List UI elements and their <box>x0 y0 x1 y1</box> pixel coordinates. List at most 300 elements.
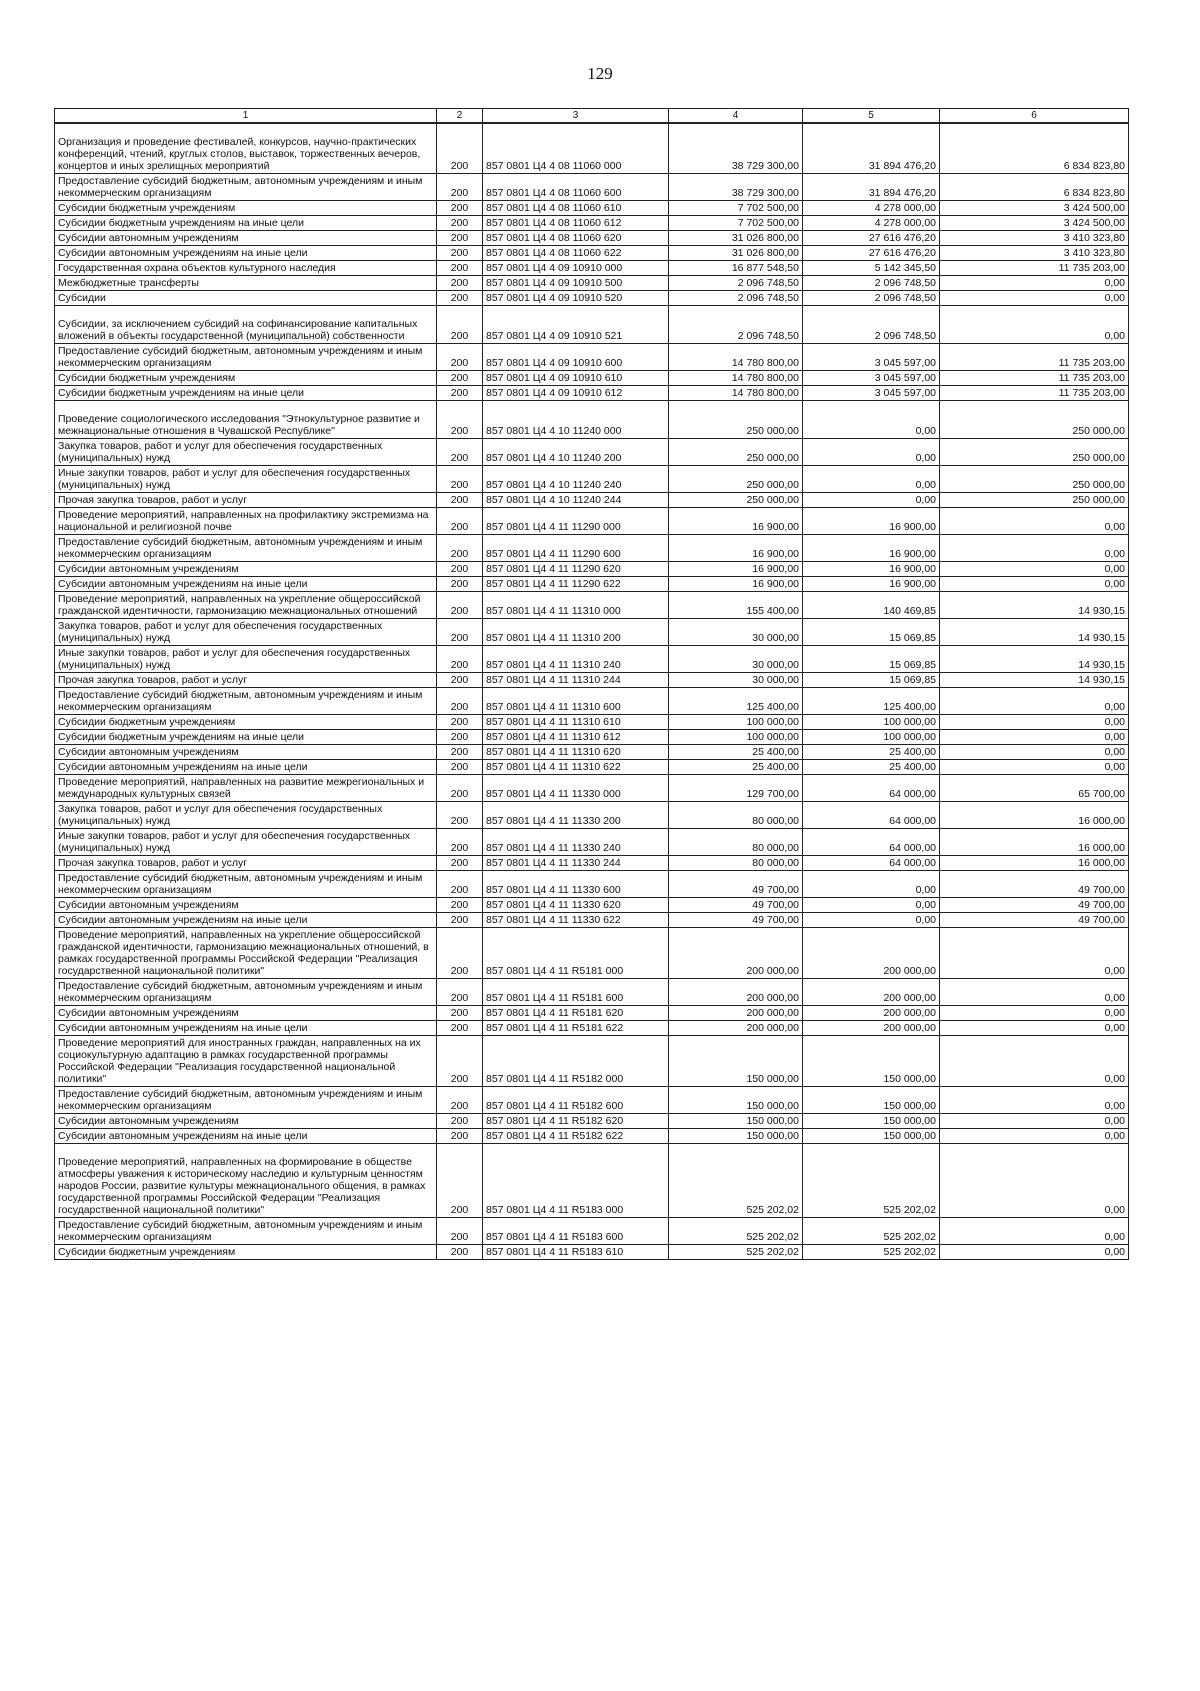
row-budget-code: 857 0801 Ц4 4 11 11310 000 <box>483 592 669 619</box>
row-remaining-amount: 0,00 <box>940 1021 1129 1036</box>
row-group-code: 200 <box>437 439 483 466</box>
row-group-code: 200 <box>437 928 483 979</box>
row-budget-code: 857 0801 Ц4 4 09 10910 500 <box>483 276 669 291</box>
row-budget-code: 857 0801 Ц4 4 11 R5181 600 <box>483 979 669 1006</box>
table-row <box>55 439 1129 466</box>
row-planned-amount: 31 026 800,00 <box>669 231 803 246</box>
row-budget-code: 857 0801 Ц4 4 11 11330 200 <box>483 802 669 829</box>
row-budget-code: 857 0801 Ц4 4 11 11290 620 <box>483 562 669 577</box>
row-budget-code: 857 0801 Ц4 4 11 11330 244 <box>483 856 669 871</box>
row-budget-code: 857 0801 Ц4 4 11 11310 620 <box>483 745 669 760</box>
row-description: Субсидии автономным учреждениям на иные цели <box>55 760 437 775</box>
row-description: Предоставление субсидий бюджетным, автономным учреждениям и иным некоммерческим организациям <box>55 344 437 371</box>
row-executed-amount: 200 000,00 <box>803 979 940 1006</box>
row-planned-amount: 2 096 748,50 <box>669 291 803 306</box>
row-remaining-amount: 0,00 <box>940 1129 1129 1144</box>
row-group-code: 200 <box>437 1087 483 1114</box>
header-col-2: 2 <box>437 109 483 124</box>
row-description: Предоставление субсидий бюджетным, автономным учреждениям и иным некоммерческим организациям <box>55 979 437 1006</box>
row-description: Проведение мероприятий, направленных на развитие межрегиональных и международных культурных связей <box>55 775 437 802</box>
row-planned-amount: 14 780 800,00 <box>669 344 803 371</box>
row-remaining-amount: 0,00 <box>940 730 1129 745</box>
row-planned-amount: 16 900,00 <box>669 577 803 592</box>
row-group-code: 200 <box>437 276 483 291</box>
row-remaining-amount: 0,00 <box>940 1114 1129 1129</box>
row-budget-code: 857 0801 Ц4 4 11 11310 240 <box>483 646 669 673</box>
row-remaining-amount: 14 930,15 <box>940 619 1129 646</box>
table-row <box>55 913 1129 928</box>
table-row <box>55 1245 1129 1260</box>
row-executed-amount: 0,00 <box>803 401 940 439</box>
row-planned-amount: 2 096 748,50 <box>669 276 803 291</box>
row-remaining-amount: 0,00 <box>940 688 1129 715</box>
table-row <box>55 535 1129 562</box>
row-group-code: 200 <box>437 1144 483 1218</box>
table-row <box>55 730 1129 745</box>
row-group-code: 200 <box>437 619 483 646</box>
row-planned-amount: 250 000,00 <box>669 466 803 493</box>
row-group-code: 200 <box>437 535 483 562</box>
row-description: Иные закупки товаров, работ и услуг для обеспечения государственных (муниципальных) нужд <box>55 829 437 856</box>
row-budget-code: 857 0801 Ц4 4 11 11330 620 <box>483 898 669 913</box>
row-remaining-amount: 49 700,00 <box>940 913 1129 928</box>
row-group-code: 200 <box>437 261 483 276</box>
row-executed-amount: 2 096 748,50 <box>803 306 940 344</box>
row-planned-amount: 25 400,00 <box>669 760 803 775</box>
row-budget-code: 857 0801 Ц4 4 09 10910 610 <box>483 371 669 386</box>
row-planned-amount: 150 000,00 <box>669 1087 803 1114</box>
row-planned-amount: 100 000,00 <box>669 715 803 730</box>
row-group-code: 200 <box>437 715 483 730</box>
row-budget-code: 857 0801 Ц4 4 11 11310 610 <box>483 715 669 730</box>
row-remaining-amount: 65 700,00 <box>940 775 1129 802</box>
row-planned-amount: 150 000,00 <box>669 1129 803 1144</box>
row-planned-amount: 200 000,00 <box>669 979 803 1006</box>
row-group-code: 200 <box>437 216 483 231</box>
row-group-code: 200 <box>437 1114 483 1129</box>
table-row <box>55 306 1129 344</box>
row-planned-amount: 125 400,00 <box>669 688 803 715</box>
row-group-code: 200 <box>437 1218 483 1245</box>
row-planned-amount: 49 700,00 <box>669 898 803 913</box>
row-description: Проведение мероприятий, направленных на укрепление общероссийской гражданской идентичности, гармонизацию межнациональных отношений <box>55 592 437 619</box>
row-budget-code: 857 0801 Ц4 4 08 11060 620 <box>483 231 669 246</box>
row-description: Субсидии автономным учреждениям <box>55 562 437 577</box>
row-executed-amount: 31 894 476,20 <box>803 123 940 174</box>
table-row <box>55 508 1129 535</box>
row-description: Прочая закупка товаров, работ и услуг <box>55 673 437 688</box>
row-description: Организация и проведение фестивалей, конкурсов, научно-практических конференций, чтений, круглых столов, выставок, торжественных вечеров, концертов и иных зрелищных мероприятий <box>55 123 437 174</box>
row-group-code: 200 <box>437 898 483 913</box>
row-budget-code: 857 0801 Ц4 4 08 11060 610 <box>483 201 669 216</box>
header-col-3: 3 <box>483 109 669 124</box>
row-description: Предоставление субсидий бюджетным, автономным учреждениям и иным некоммерческим организациям <box>55 174 437 201</box>
row-executed-amount: 4 278 000,00 <box>803 216 940 231</box>
row-budget-code: 857 0801 Ц4 4 11 11290 600 <box>483 535 669 562</box>
row-remaining-amount: 11 735 203,00 <box>940 344 1129 371</box>
row-description: Субсидии, за исключением субсидий на софинансирование капитальных вложений в объекты государственной (муниципальной) собственности <box>55 306 437 344</box>
row-remaining-amount: 0,00 <box>940 291 1129 306</box>
row-planned-amount: 31 026 800,00 <box>669 246 803 261</box>
row-executed-amount: 5 142 345,50 <box>803 261 940 276</box>
table-row <box>55 979 1129 1006</box>
row-executed-amount: 3 045 597,00 <box>803 344 940 371</box>
row-group-code: 200 <box>437 1036 483 1087</box>
row-remaining-amount: 11 735 203,00 <box>940 371 1129 386</box>
row-executed-amount: 25 400,00 <box>803 760 940 775</box>
row-budget-code: 857 0801 Ц4 4 11 R5181 000 <box>483 928 669 979</box>
row-description: Субсидии бюджетным учреждениям на иные цели <box>55 730 437 745</box>
row-executed-amount: 525 202,02 <box>803 1245 940 1260</box>
row-budget-code: 857 0801 Ц4 4 11 11310 622 <box>483 760 669 775</box>
row-planned-amount: 200 000,00 <box>669 1021 803 1036</box>
table-body <box>55 123 1129 1260</box>
row-executed-amount: 200 000,00 <box>803 1006 940 1021</box>
table-row <box>55 1129 1129 1144</box>
table-row <box>55 466 1129 493</box>
row-executed-amount: 100 000,00 <box>803 715 940 730</box>
row-remaining-amount: 6 834 823,80 <box>940 174 1129 201</box>
row-executed-amount: 4 278 000,00 <box>803 201 940 216</box>
row-remaining-amount: 3 424 500,00 <box>940 216 1129 231</box>
row-executed-amount: 0,00 <box>803 913 940 928</box>
row-executed-amount: 200 000,00 <box>803 1021 940 1036</box>
header-col-1: 1 <box>55 109 437 124</box>
row-planned-amount: 525 202,02 <box>669 1144 803 1218</box>
row-executed-amount: 27 616 476,20 <box>803 246 940 261</box>
row-planned-amount: 155 400,00 <box>669 592 803 619</box>
row-remaining-amount: 0,00 <box>940 306 1129 344</box>
row-budget-code: 857 0801 Ц4 4 11 R5182 600 <box>483 1087 669 1114</box>
row-executed-amount: 150 000,00 <box>803 1114 940 1129</box>
table-row <box>55 745 1129 760</box>
row-executed-amount: 2 096 748,50 <box>803 276 940 291</box>
table-header-row <box>55 109 1129 124</box>
row-planned-amount: 38 729 300,00 <box>669 174 803 201</box>
row-budget-code: 857 0801 Ц4 4 09 10910 521 <box>483 306 669 344</box>
row-description: Субсидии автономным учреждениям на иные цели <box>55 1021 437 1036</box>
table-row <box>55 592 1129 619</box>
table-row <box>55 760 1129 775</box>
row-remaining-amount: 0,00 <box>940 276 1129 291</box>
row-description: Субсидии автономным учреждениям <box>55 1114 437 1129</box>
row-description: Субсидии автономным учреждениям на иные цели <box>55 913 437 928</box>
row-remaining-amount: 0,00 <box>940 1006 1129 1021</box>
row-description: Субсидии <box>55 291 437 306</box>
row-group-code: 200 <box>437 1245 483 1260</box>
row-remaining-amount: 11 735 203,00 <box>940 261 1129 276</box>
row-remaining-amount: 250 000,00 <box>940 401 1129 439</box>
row-executed-amount: 16 900,00 <box>803 577 940 592</box>
row-description: Закупка товаров, работ и услуг для обеспечения государственных (муниципальных) нужд <box>55 802 437 829</box>
row-group-code: 200 <box>437 401 483 439</box>
row-planned-amount: 16 900,00 <box>669 508 803 535</box>
table-row <box>55 871 1129 898</box>
row-planned-amount: 80 000,00 <box>669 802 803 829</box>
row-budget-code: 857 0801 Ц4 4 08 11060 000 <box>483 123 669 174</box>
table-row <box>55 928 1129 979</box>
table-row <box>55 1006 1129 1021</box>
row-executed-amount: 0,00 <box>803 871 940 898</box>
row-remaining-amount: 14 930,15 <box>940 592 1129 619</box>
row-budget-code: 857 0801 Ц4 4 11 11330 000 <box>483 775 669 802</box>
row-group-code: 200 <box>437 1006 483 1021</box>
table-row <box>55 291 1129 306</box>
row-budget-code: 857 0801 Ц4 4 11 11330 600 <box>483 871 669 898</box>
row-executed-amount: 15 069,85 <box>803 619 940 646</box>
row-budget-code: 857 0801 Ц4 4 11 11290 622 <box>483 577 669 592</box>
row-description: Субсидии автономным учреждениям <box>55 1006 437 1021</box>
row-remaining-amount: 49 700,00 <box>940 871 1129 898</box>
row-description: Субсидии бюджетным учреждениям <box>55 715 437 730</box>
row-planned-amount: 80 000,00 <box>669 856 803 871</box>
row-planned-amount: 250 000,00 <box>669 401 803 439</box>
row-remaining-amount: 0,00 <box>940 535 1129 562</box>
row-group-code: 200 <box>437 1021 483 1036</box>
row-remaining-amount: 3 410 323,80 <box>940 246 1129 261</box>
row-description: Субсидии бюджетным учреждениям <box>55 1245 437 1260</box>
row-planned-amount: 30 000,00 <box>669 646 803 673</box>
row-group-code: 200 <box>437 562 483 577</box>
row-description: Предоставление субсидий бюджетным, автономным учреждениям и иным некоммерческим организациям <box>55 688 437 715</box>
row-remaining-amount: 3 424 500,00 <box>940 201 1129 216</box>
row-executed-amount: 31 894 476,20 <box>803 174 940 201</box>
row-executed-amount: 64 000,00 <box>803 802 940 829</box>
row-group-code: 200 <box>437 577 483 592</box>
row-budget-code: 857 0801 Ц4 4 11 R5181 622 <box>483 1021 669 1036</box>
row-group-code: 200 <box>437 673 483 688</box>
row-executed-amount: 140 469,85 <box>803 592 940 619</box>
row-group-code: 200 <box>437 688 483 715</box>
table-row <box>55 646 1129 673</box>
row-planned-amount: 7 702 500,00 <box>669 201 803 216</box>
row-budget-code: 857 0801 Ц4 4 08 11060 622 <box>483 246 669 261</box>
row-remaining-amount: 0,00 <box>940 979 1129 1006</box>
row-budget-code: 857 0801 Ц4 4 09 10910 612 <box>483 386 669 401</box>
row-planned-amount: 250 000,00 <box>669 439 803 466</box>
row-group-code: 200 <box>437 913 483 928</box>
row-executed-amount: 150 000,00 <box>803 1087 940 1114</box>
row-remaining-amount: 16 000,00 <box>940 802 1129 829</box>
row-budget-code: 857 0801 Ц4 4 11 11310 612 <box>483 730 669 745</box>
table-row <box>55 231 1129 246</box>
row-remaining-amount: 14 930,15 <box>940 673 1129 688</box>
row-planned-amount: 525 202,02 <box>669 1245 803 1260</box>
row-remaining-amount: 0,00 <box>940 1144 1129 1218</box>
row-executed-amount: 100 000,00 <box>803 730 940 745</box>
row-remaining-amount: 6 834 823,80 <box>940 123 1129 174</box>
row-description: Субсидии автономным учреждениям на иные цели <box>55 1129 437 1144</box>
row-budget-code: 857 0801 Ц4 4 09 10910 600 <box>483 344 669 371</box>
table-row <box>55 401 1129 439</box>
row-description: Проведение мероприятий, направленных на профилактику экстремизма на национальной и религиозной почве <box>55 508 437 535</box>
row-executed-amount: 3 045 597,00 <box>803 386 940 401</box>
row-planned-amount: 250 000,00 <box>669 493 803 508</box>
row-budget-code: 857 0801 Ц4 4 11 11290 000 <box>483 508 669 535</box>
row-planned-amount: 49 700,00 <box>669 871 803 898</box>
row-remaining-amount: 16 000,00 <box>940 829 1129 856</box>
row-planned-amount: 38 729 300,00 <box>669 123 803 174</box>
row-group-code: 200 <box>437 246 483 261</box>
row-group-code: 200 <box>437 730 483 745</box>
row-executed-amount: 16 900,00 <box>803 562 940 577</box>
table-row <box>55 174 1129 201</box>
row-group-code: 200 <box>437 775 483 802</box>
row-description: Субсидии автономным учреждениям <box>55 898 437 913</box>
row-planned-amount: 200 000,00 <box>669 928 803 979</box>
row-budget-code: 857 0801 Ц4 4 11 R5182 622 <box>483 1129 669 1144</box>
row-executed-amount: 150 000,00 <box>803 1036 940 1087</box>
page-number: 129 <box>587 64 613 83</box>
row-group-code: 200 <box>437 291 483 306</box>
row-group-code: 200 <box>437 592 483 619</box>
row-remaining-amount: 3 410 323,80 <box>940 231 1129 246</box>
row-description: Субсидии автономным учреждениям <box>55 745 437 760</box>
row-executed-amount: 200 000,00 <box>803 928 940 979</box>
row-remaining-amount: 0,00 <box>940 508 1129 535</box>
table-row <box>55 276 1129 291</box>
row-description: Межбюджетные трансферты <box>55 276 437 291</box>
row-planned-amount: 49 700,00 <box>669 913 803 928</box>
row-budget-code: 857 0801 Ц4 4 09 10910 000 <box>483 261 669 276</box>
row-executed-amount: 3 045 597,00 <box>803 371 940 386</box>
row-budget-code: 857 0801 Ц4 4 08 11060 600 <box>483 174 669 201</box>
row-remaining-amount: 0,00 <box>940 1087 1129 1114</box>
row-budget-code: 857 0801 Ц4 4 11 R5182 620 <box>483 1114 669 1129</box>
table-row <box>55 1218 1129 1245</box>
table-row <box>55 775 1129 802</box>
table-row <box>55 344 1129 371</box>
row-description: Государственная охрана объектов культурного наследия <box>55 261 437 276</box>
row-budget-code: 857 0801 Ц4 4 10 11240 000 <box>483 401 669 439</box>
row-remaining-amount: 0,00 <box>940 928 1129 979</box>
row-budget-code: 857 0801 Ц4 4 11 11310 600 <box>483 688 669 715</box>
row-executed-amount: 0,00 <box>803 898 940 913</box>
header-col-4: 4 <box>669 109 803 124</box>
row-executed-amount: 64 000,00 <box>803 829 940 856</box>
row-budget-code: 857 0801 Ц4 4 10 11240 240 <box>483 466 669 493</box>
row-planned-amount: 30 000,00 <box>669 673 803 688</box>
table-row <box>55 1036 1129 1087</box>
row-description: Проведение социологического исследования "Этнокультурное развитие и межнациональные отношения в Чувашской Республике" <box>55 401 437 439</box>
row-remaining-amount: 0,00 <box>940 745 1129 760</box>
row-description: Прочая закупка товаров, работ и услуг <box>55 493 437 508</box>
row-planned-amount: 30 000,00 <box>669 619 803 646</box>
table-row <box>55 1021 1129 1036</box>
row-remaining-amount: 0,00 <box>940 577 1129 592</box>
table-row <box>55 562 1129 577</box>
row-remaining-amount: 0,00 <box>940 715 1129 730</box>
row-group-code: 200 <box>437 123 483 174</box>
row-remaining-amount: 0,00 <box>940 760 1129 775</box>
row-executed-amount: 125 400,00 <box>803 688 940 715</box>
row-description: Субсидии автономным учреждениям на иные цели <box>55 246 437 261</box>
row-remaining-amount: 0,00 <box>940 562 1129 577</box>
row-planned-amount: 16 877 548,50 <box>669 261 803 276</box>
row-description: Проведение мероприятий, направленных на формирование в обществе атмосферы уважения к историческому наследию и культурным ценностям народов России, развитие культуры межнационального общения, в рамках государственной программы Российской Федерации "Реализация государственной национальной политики" <box>55 1144 437 1218</box>
row-executed-amount: 150 000,00 <box>803 1129 940 1144</box>
row-group-code: 200 <box>437 508 483 535</box>
row-planned-amount: 2 096 748,50 <box>669 306 803 344</box>
table-row <box>55 371 1129 386</box>
row-remaining-amount: 250 000,00 <box>940 466 1129 493</box>
row-group-code: 200 <box>437 344 483 371</box>
row-description: Прочая закупка товаров, работ и услуг <box>55 856 437 871</box>
row-executed-amount: 0,00 <box>803 439 940 466</box>
row-budget-code: 857 0801 Ц4 4 09 10910 520 <box>483 291 669 306</box>
row-description: Иные закупки товаров, работ и услуг для обеспечения государственных (муниципальных) нужд <box>55 466 437 493</box>
table-row <box>55 123 1129 174</box>
row-description: Закупка товаров, работ и услуг для обеспечения государственных (муниципальных) нужд <box>55 439 437 466</box>
row-group-code: 200 <box>437 646 483 673</box>
row-budget-code: 857 0801 Ц4 4 11 R5181 620 <box>483 1006 669 1021</box>
table-row <box>55 673 1129 688</box>
row-executed-amount: 0,00 <box>803 466 940 493</box>
row-group-code: 200 <box>437 802 483 829</box>
row-executed-amount: 525 202,02 <box>803 1218 940 1245</box>
table-row <box>55 898 1129 913</box>
row-description: Субсидии бюджетным учреждениям на иные цели <box>55 386 437 401</box>
table-row <box>55 715 1129 730</box>
row-executed-amount: 16 900,00 <box>803 535 940 562</box>
row-planned-amount: 80 000,00 <box>669 829 803 856</box>
table-row <box>55 493 1129 508</box>
table-row <box>55 1087 1129 1114</box>
row-group-code: 200 <box>437 745 483 760</box>
row-budget-code: 857 0801 Ц4 4 11 11330 622 <box>483 913 669 928</box>
row-group-code: 200 <box>437 466 483 493</box>
row-remaining-amount: 16 000,00 <box>940 856 1129 871</box>
table-row <box>55 261 1129 276</box>
row-remaining-amount: 14 930,15 <box>940 646 1129 673</box>
row-planned-amount: 16 900,00 <box>669 562 803 577</box>
row-group-code: 200 <box>437 386 483 401</box>
row-remaining-amount: 0,00 <box>940 1245 1129 1260</box>
row-executed-amount: 15 069,85 <box>803 673 940 688</box>
row-remaining-amount: 11 735 203,00 <box>940 386 1129 401</box>
row-executed-amount: 27 616 476,20 <box>803 231 940 246</box>
row-description: Закупка товаров, работ и услуг для обеспечения государственных (муниципальных) нужд <box>55 619 437 646</box>
row-description: Субсидии бюджетным учреждениям <box>55 201 437 216</box>
table-row <box>55 246 1129 261</box>
row-group-code: 200 <box>437 979 483 1006</box>
row-group-code: 200 <box>437 1129 483 1144</box>
row-planned-amount: 14 780 800,00 <box>669 386 803 401</box>
row-executed-amount: 2 096 748,50 <box>803 291 940 306</box>
row-executed-amount: 64 000,00 <box>803 856 940 871</box>
row-remaining-amount: 0,00 <box>940 1036 1129 1087</box>
row-budget-code: 857 0801 Ц4 4 11 R5183 600 <box>483 1218 669 1245</box>
row-description: Проведение мероприятий, направленных на укрепление общероссийской гражданской идентичности, гармонизацию межнациональных отношений, в рамках государственной программы Российской Федерации "Реализация государственной национальной политики" <box>55 928 437 979</box>
row-budget-code: 857 0801 Ц4 4 11 R5183 610 <box>483 1245 669 1260</box>
table-row <box>55 216 1129 231</box>
row-description: Субсидии автономным учреждениям на иные цели <box>55 577 437 592</box>
row-group-code: 200 <box>437 871 483 898</box>
row-group-code: 200 <box>437 201 483 216</box>
table-row <box>55 802 1129 829</box>
table-row <box>55 688 1129 715</box>
table-row <box>55 619 1129 646</box>
row-group-code: 200 <box>437 371 483 386</box>
row-budget-code: 857 0801 Ц4 4 11 11310 200 <box>483 619 669 646</box>
row-executed-amount: 16 900,00 <box>803 508 940 535</box>
row-executed-amount: 525 202,02 <box>803 1144 940 1218</box>
row-remaining-amount: 49 700,00 <box>940 898 1129 913</box>
row-planned-amount: 25 400,00 <box>669 745 803 760</box>
row-group-code: 200 <box>437 174 483 201</box>
row-budget-code: 857 0801 Ц4 4 11 11330 240 <box>483 829 669 856</box>
row-planned-amount: 150 000,00 <box>669 1036 803 1087</box>
